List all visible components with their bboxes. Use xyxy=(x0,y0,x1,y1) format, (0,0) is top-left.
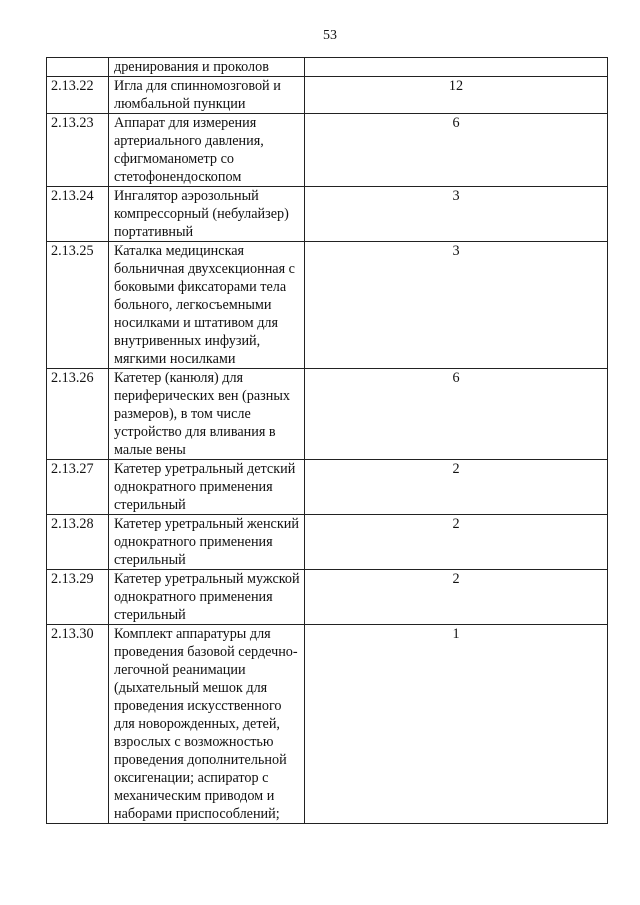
table-row xyxy=(47,369,608,460)
item-name: Ингалятор аэрозольный компрессорный (небулайзер) портативный xyxy=(109,187,305,242)
item-quantity: 3 xyxy=(305,242,608,369)
table-row xyxy=(47,570,608,625)
item-name: Каталка медицинская больничная двухсекционная с боковыми фиксаторами тела больного, легкосъемными носилками и штативом для внутривенных инфузий, мягкими носилками xyxy=(109,242,305,369)
item-quantity: 3 xyxy=(305,187,608,242)
item-code: 2.13.26 xyxy=(47,369,109,460)
item-code: 2.13.29 xyxy=(47,570,109,625)
table-row xyxy=(47,58,608,77)
page-number: 53 xyxy=(323,28,337,43)
item-name: дренирования и проколов xyxy=(109,58,305,77)
item-quantity: 2 xyxy=(305,460,608,515)
item-code: 2.13.27 xyxy=(47,460,109,515)
item-name: Катетер уретральный мужской однократного применения стерильный xyxy=(109,570,305,625)
item-name: Катетер уретральный женский однократного применения стерильный xyxy=(109,515,305,570)
item-code: 2.13.25 xyxy=(47,242,109,369)
item-quantity: 12 xyxy=(305,77,608,114)
table-row xyxy=(47,242,608,369)
item-quantity: 6 xyxy=(305,114,608,187)
item-code: 2.13.24 xyxy=(47,187,109,242)
item-code: 2.13.28 xyxy=(47,515,109,570)
item-quantity: 2 xyxy=(305,570,608,625)
table-row xyxy=(47,114,608,187)
table-row xyxy=(47,187,608,242)
item-name: Катетер уретральный детский однократного применения стерильный xyxy=(109,460,305,515)
item-name: Комплект аппаратуры для проведения базовой сердечно-легочной реанимации (дыхательный мешок для проведения искусственного для новорожденных, детей, взрослых с возможностью проведения дополнительной оксигенации; аспиратор с механическим приводом и наборами приспособлений; xyxy=(109,625,305,824)
item-quantity: 6 xyxy=(305,369,608,460)
item-name: Катетер (канюля) для периферических вен (разных размеров), в том числе устройство для вливания в малые вены xyxy=(109,369,305,460)
table-row xyxy=(47,625,608,824)
table-row xyxy=(47,460,608,515)
item-quantity: 1 xyxy=(305,625,608,824)
equipment-table-container xyxy=(46,57,607,824)
equipment-table xyxy=(46,57,608,824)
item-name: Игла для спинномозговой и люмбальной пункции xyxy=(109,77,305,114)
item-code: 2.13.30 xyxy=(47,625,109,824)
item-code xyxy=(47,58,109,77)
item-name: Аппарат для измерения артериального давления, сфигмоманометр со стетофонендоскопом xyxy=(109,114,305,187)
item-quantity: 2 xyxy=(305,515,608,570)
table-row xyxy=(47,515,608,570)
table-row xyxy=(47,77,608,114)
item-quantity xyxy=(305,58,608,77)
item-code: 2.13.22 xyxy=(47,77,109,114)
item-code: 2.13.23 xyxy=(47,114,109,187)
